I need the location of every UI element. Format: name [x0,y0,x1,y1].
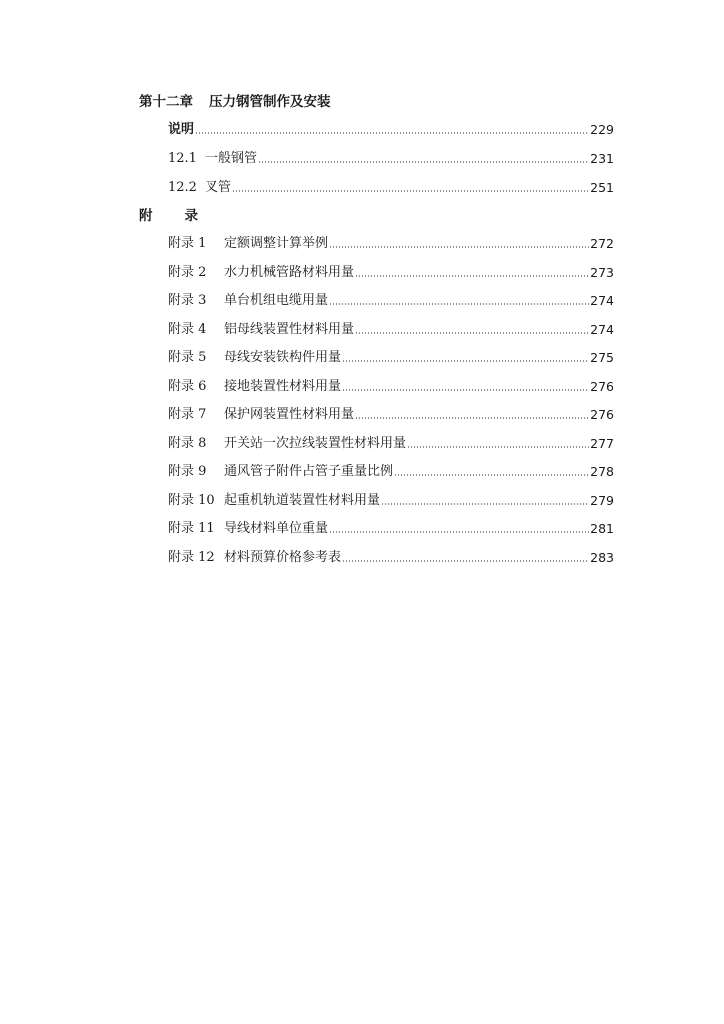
toc-entry-label: 单台机组电缆用量 [224,293,329,308]
dot-leader [394,473,589,477]
toc-entry-number: 附录 8 [168,436,207,451]
toc-entry-number: 附录 4 [168,322,207,337]
toc-entry-page: 231 [590,151,614,166]
toc-entry[interactable] [168,519,614,539]
toc-entry[interactable] [168,434,614,454]
toc-entry-number: 附录 6 [168,379,207,394]
toc-entry[interactable] [168,462,614,482]
toc-entry-label: 一般钢管 [204,151,257,166]
toc-entry-label: 材料预算价格参考表 [224,550,342,565]
appendix-heading [139,206,198,226]
dot-leader [342,559,589,563]
toc-entry-label: 定额调整计算举例 [224,236,329,251]
toc-entry-page: 281 [590,521,614,536]
toc-entry-number: 附录 11 [168,521,215,536]
toc-entry-number: 12.2 [168,180,197,195]
dot-leader [258,160,589,164]
toc-entry-label: 开关站一次拉线装置性材料用量 [224,436,407,451]
toc-entry[interactable] [168,348,614,368]
toc-entry-page: 272 [590,236,614,251]
toc-entry[interactable] [168,263,614,283]
toc-entry[interactable] [168,291,614,311]
dot-leader [342,388,589,392]
dot-leader [232,189,589,193]
toc-entry-number: 附录 10 [168,493,215,508]
toc-entry[interactable] [168,548,614,568]
toc-entry-label: 母线安装铁构件用量 [224,350,342,365]
toc-entry-page: 276 [590,407,614,422]
toc-entry-page: 274 [590,293,614,308]
toc-entry[interactable] [168,405,614,425]
toc-entry-number: 附录 2 [168,265,207,280]
dot-leader [407,445,589,449]
dot-leader [329,530,589,534]
toc-entry[interactable] [168,149,614,169]
toc-entry-label: 叉管 [204,180,231,195]
appendix-heading-char-1: 附 [139,208,153,224]
toc-entry-label: 保护网装置性材料用量 [224,407,355,422]
dot-leader [342,359,589,363]
toc-entry-number: 附录 9 [168,464,207,479]
toc-entry-page: 276 [590,379,614,394]
toc-entry-page: 277 [590,436,614,451]
dot-leader [381,502,589,506]
toc-entry-number: 附录 7 [168,407,207,422]
toc-entry-page: 274 [590,322,614,337]
chapter-title: 压力钢管制作及安装 [209,94,331,110]
toc-entry-page: 283 [590,550,614,565]
dot-leader [329,245,589,249]
toc-entry-page: 273 [590,265,614,280]
toc-entry-number: 附录 1 [168,236,207,251]
toc-entry-number: 附录 3 [168,293,207,308]
toc-entry-label: 说明 [168,122,195,137]
toc-entry[interactable] [168,178,614,198]
toc-entry-label: 起重机轨道装置性材料用量 [224,493,381,508]
chapter-number: 第十二章 [139,94,193,110]
chapter-heading [139,92,331,112]
toc-entry[interactable] [168,120,614,140]
dot-leader [329,302,589,306]
toc-entry[interactable] [168,320,614,340]
toc-entry-label: 水力机械管路材料用量 [224,265,355,280]
toc-entry-page: 251 [590,180,614,195]
dot-leader [355,416,589,420]
toc-entry[interactable] [168,377,614,397]
toc-entry-page: 278 [590,464,614,479]
toc-entry-page: 229 [590,122,614,137]
toc-entry[interactable] [168,234,614,254]
dot-leader [355,331,589,335]
toc-entry-page: 279 [590,493,614,508]
toc-entry-label: 接地装置性材料用量 [224,379,342,394]
toc-entry-label: 通风管子附件占管子重量比例 [224,464,394,479]
toc-entry[interactable] [168,491,614,511]
dot-leader [195,131,589,135]
dot-leader [355,274,589,278]
appendix-heading-char-2: 录 [184,208,198,224]
toc-entry-number: 12.1 [168,151,197,166]
toc-entry-page: 275 [590,350,614,365]
toc-entry-label: 导线材料单位重量 [224,521,329,536]
toc-entry-number: 附录 5 [168,350,207,365]
toc-entry-number: 附录 12 [168,550,215,565]
toc-entry-label: 铝母线装置性材料用量 [224,322,355,337]
